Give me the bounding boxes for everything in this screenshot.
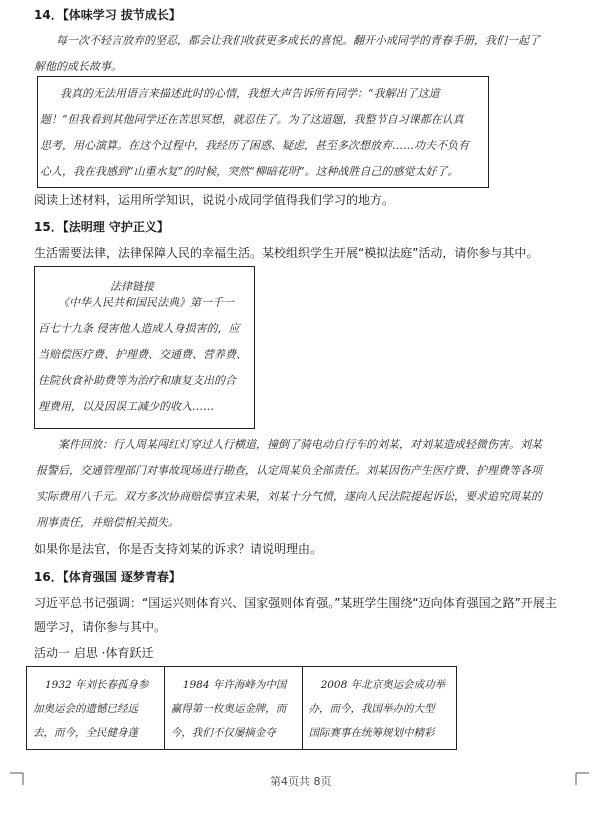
activity-cell-1932 — [27, 667, 165, 750]
corner-mark-left — [10, 772, 24, 786]
cell-line: 办，而今，我国举办的大型 — [308, 703, 435, 715]
case-line: 案件回放：行人周某闯红灯穿过人行横道，撞倒了骑电动自行车的刘某，对刘某造成轻微伤害。刘某 — [58, 438, 542, 451]
law-line: 理费用，以及因误工减少的收入…… — [38, 400, 214, 413]
cell-line: 国际赛事在统筹规划中精彩 — [308, 727, 435, 739]
page-number: 第4页共 8页 — [270, 775, 332, 788]
cell-line: 赢得第一枚奥运金牌，而 — [170, 703, 287, 715]
cell-line: 2008 年北京奥运会成功举 — [320, 679, 446, 691]
law-line: 当赔偿医疗费、护理费、交通费、营养费、 — [38, 348, 247, 361]
activity-one-heading: 活动一 启思 ·体育跃迁 — [34, 646, 154, 660]
q16-intro-line2: 题学习，请你参与其中。 — [34, 620, 167, 634]
case-line: 刑事责任，并赔偿相关损失。 — [36, 516, 179, 529]
law-line: 住院伙食补助费等为治疗和康复支出的合 — [38, 374, 236, 387]
q14-intro-line1: 每一次不轻言放弃的坚忍，都会让我们收获更多成长的喜悦。翻开小成同学的青春手册，我们一起了 — [56, 34, 540, 47]
cell-line: 1932 年刘长春孤身参 — [45, 679, 149, 691]
q16-intro-line1: 习近平总书记强调：“国运兴则体育兴、国家强则体育强。”某班学生围绕“迈向体育强国之路”开展主 — [34, 596, 557, 610]
q15-intro: 生活需要法律，法律保障人民的幸福生活。某校组织学生开展“模拟法庭”活动，请你参与其中。 — [34, 246, 539, 260]
q14-intro-line2: 解他的成长故事。 — [34, 60, 122, 73]
law-line: 百七十九条 侵害他人造成人身损害的，应 — [38, 322, 240, 335]
case-line: 报警后，交通管理部门对事故现场进行勘查，认定周某负全部责任。刘某因伤产生医疗费、护理费等各项 — [36, 464, 542, 477]
corner-mark-right — [575, 772, 589, 786]
activity-table — [26, 666, 457, 750]
q14-title: 14．【体味学习 拔节成长】 — [34, 8, 181, 22]
q16-title: 16．【体育强国 逐梦青春】 — [34, 570, 181, 584]
cell-line: 今，我们不仅屡摘金夺 — [170, 727, 276, 739]
q14-material-line: 心人，我在我感到“山重水复”的时候，突然“柳暗花明”。这种战胜自己的感觉太好了。 — [40, 165, 459, 178]
q15-title: 15．【法明理 守护正义】 — [34, 220, 169, 234]
q14-material-line: 我真的无法用语言来描述此时的心情，我想大声告诉所有同学：“我解出了这道 — [60, 87, 440, 100]
law-link-title: 法律链接 — [110, 280, 154, 293]
case-line: 实际费用八千元。双方多次协商赔偿事宜未果，刘某十分气愤，遂向人民法院提起诉讼，要求追究周某的 — [36, 490, 542, 503]
activity-cell-1984 — [164, 667, 302, 750]
q14-material — [40, 81, 490, 185]
law-line: 《中华人民共和国民法典》第一千一 — [58, 296, 234, 309]
case-review — [36, 432, 588, 536]
q14-material-line: 题！”但我看到其他同学还在苦思冥想，就忍住了。为了这道题，我整节自习课都在认真 — [40, 113, 464, 126]
activity-cell-2008 — [302, 667, 456, 750]
q14-material-line: 思考，用心演算。在这个过程中，我经历了困惑、疑虑，甚至多次想放弃……功夫不负有 — [40, 139, 469, 152]
cell-line: 去，而今，全民健身蓬 — [33, 727, 138, 739]
cell-line: 加奥运会的遗憾已经远 — [33, 703, 138, 715]
law-link-text — [38, 290, 253, 420]
q15-question: 如果你是法官，你是否支持刘某的诉求？请说明理由。 — [34, 542, 323, 556]
q14-question: 阅读上述材料，运用所学知识，说说小成同学值得我们学习的地方。 — [34, 193, 395, 207]
cell-line: 1984 年许海峰为中国 — [182, 679, 287, 691]
